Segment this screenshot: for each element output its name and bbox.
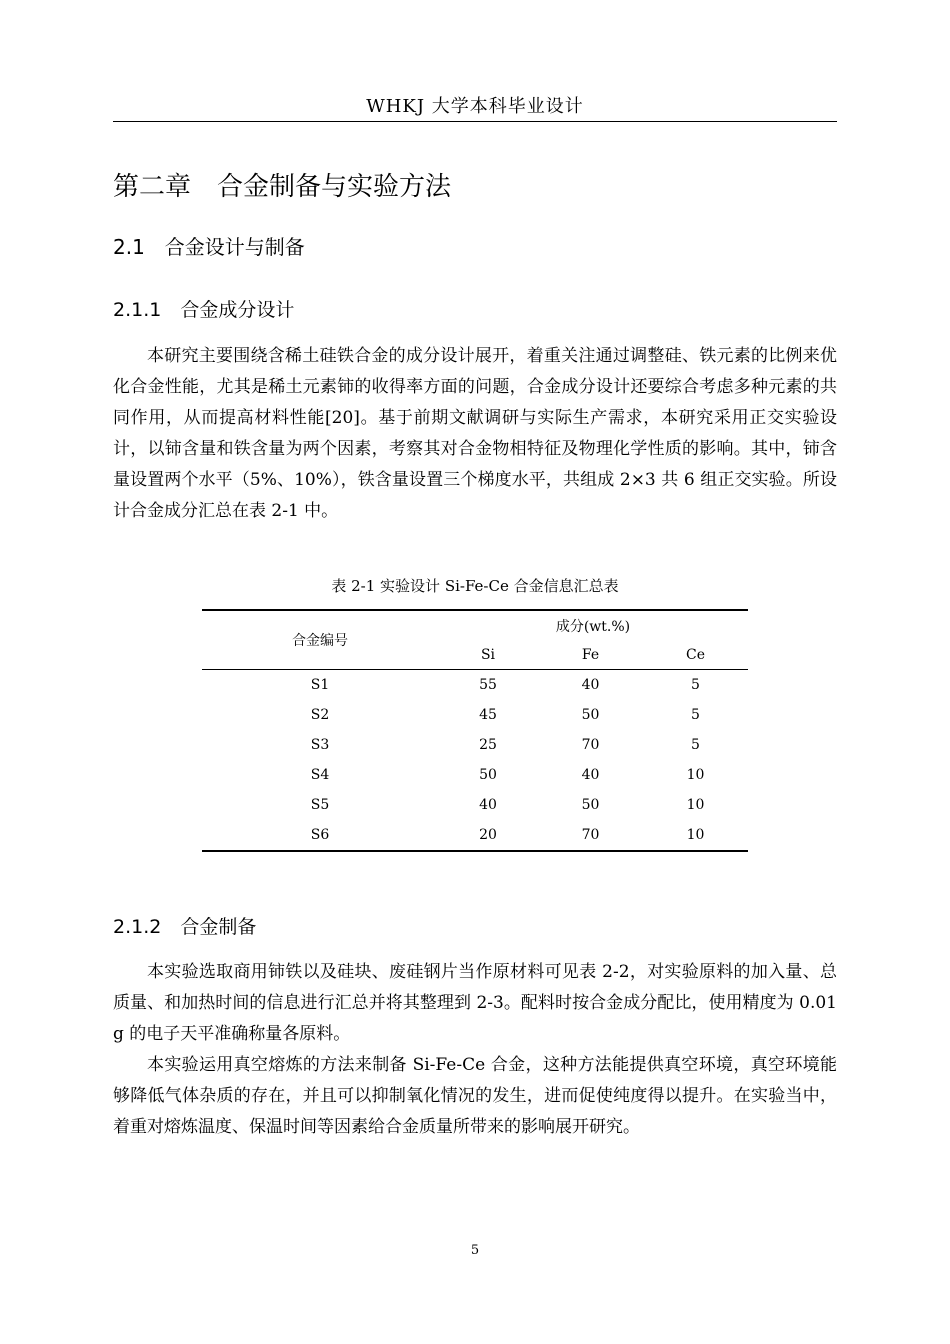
table-row xyxy=(202,820,748,851)
cell-ce: 10 xyxy=(643,820,748,851)
section-heading-2-1: 2.1 合金设计与制备 xyxy=(113,235,305,259)
section-heading-2-1-2: 2.1.2 合金制备 xyxy=(113,916,257,938)
cell-alloy-id: S3 xyxy=(310,737,330,753)
cell-fe: 70 xyxy=(581,737,600,753)
chapter-title: 第二章 合金制备与实验方法 xyxy=(113,172,452,202)
page-header: WHKJ 大学本科毕业设计 xyxy=(366,96,584,117)
table-header-row xyxy=(202,610,748,641)
table-row xyxy=(202,670,748,701)
cell-fe: 40 xyxy=(581,767,600,783)
table-row xyxy=(202,790,748,820)
cell-ce: 5 xyxy=(691,677,700,693)
table-row xyxy=(202,730,748,760)
cell-alloy-id: S5 xyxy=(310,797,330,813)
page-number: 5 xyxy=(470,1243,480,1258)
cell-ce: 10 xyxy=(686,797,705,813)
cell-fe: 70 xyxy=(538,820,643,851)
header-composition: 成分(wt.%) xyxy=(438,610,748,641)
header-fe: Fe xyxy=(538,641,643,670)
cell-si: 25 xyxy=(479,737,497,753)
cell-si: 20 xyxy=(438,820,538,851)
cell-alloy-id: S6 xyxy=(202,820,438,851)
cell-si: 50 xyxy=(479,767,497,783)
section-heading-2-1-1: 2.1.1 合金成分设计 xyxy=(113,299,295,321)
cell-fe: 50 xyxy=(581,797,600,813)
header-alloy-id: 合金编号 xyxy=(202,610,438,670)
cell-alloy-id: S2 xyxy=(310,707,330,723)
header-rule xyxy=(113,121,837,122)
cell-alloy-id: S1 xyxy=(310,677,330,693)
alloy-composition-table xyxy=(202,609,748,852)
cell-fe: 50 xyxy=(581,707,600,723)
cell-ce: 5 xyxy=(691,737,700,753)
table-caption: 表 2-1 实验设计 Si-Fe-Ce 合金信息汇总表 xyxy=(331,577,619,595)
paragraph-vacuum-melting: 本实验运用真空熔炼的方法来制备 Si-Fe-Ce 合金，这种方法能提供真空环境，真空环境能够降低气体杂质的存在，并且可以抑制氧化情况的发生，进而促使纯度得以提升。在实验当中，着重对熔炼温度、保温时间等因素给合金质量所带来的影响展开研究。 xyxy=(113,1055,837,1137)
paragraph-raw-materials: 本实验选取商用铈铁以及硅块、废硅钢片当作原材料可见表 2-2，对实验原料的加入量、总质量、和加热时间的信息进行汇总并将其整理到 2-3。配料时按合金成分配比，使用精度为 0.01 g 的电子天平准确称量各原料。 xyxy=(113,962,837,1044)
header-si: Si xyxy=(438,641,538,670)
cell-fe: 40 xyxy=(581,677,600,693)
cell-si: 45 xyxy=(479,707,497,723)
header-ce: Ce xyxy=(643,641,748,670)
cell-ce: 10 xyxy=(686,767,705,783)
cell-alloy-id: S4 xyxy=(310,767,330,783)
table-row xyxy=(202,760,748,790)
cell-ce: 5 xyxy=(691,707,700,723)
table-row xyxy=(202,700,748,730)
cell-si: 55 xyxy=(479,677,497,693)
cell-si: 40 xyxy=(479,797,497,813)
paragraph-composition-design: 本研究主要围绕含稀土硅铁合金的成分设计展开，着重关注通过调整硅、铁元素的比例来优化合金性能，尤其是稀土元素铈的收得率方面的问题，合金成分设计还要综合考虑多种元素的共同作用，从而提高材料性能[20]。基于前期文献调研与实际生产需求，本研究采用正交实验设计，以铈含量和铁含量为两个因素，考察其对合金物相特征及物理化学性质的影响。其中，铈含量设置两个水平（5%、10%），铁含量设置三个梯度水平，共组成 2×3 共 6 组正交实验。所设计合金成分汇总在表 2-1 中。 xyxy=(113,346,837,521)
